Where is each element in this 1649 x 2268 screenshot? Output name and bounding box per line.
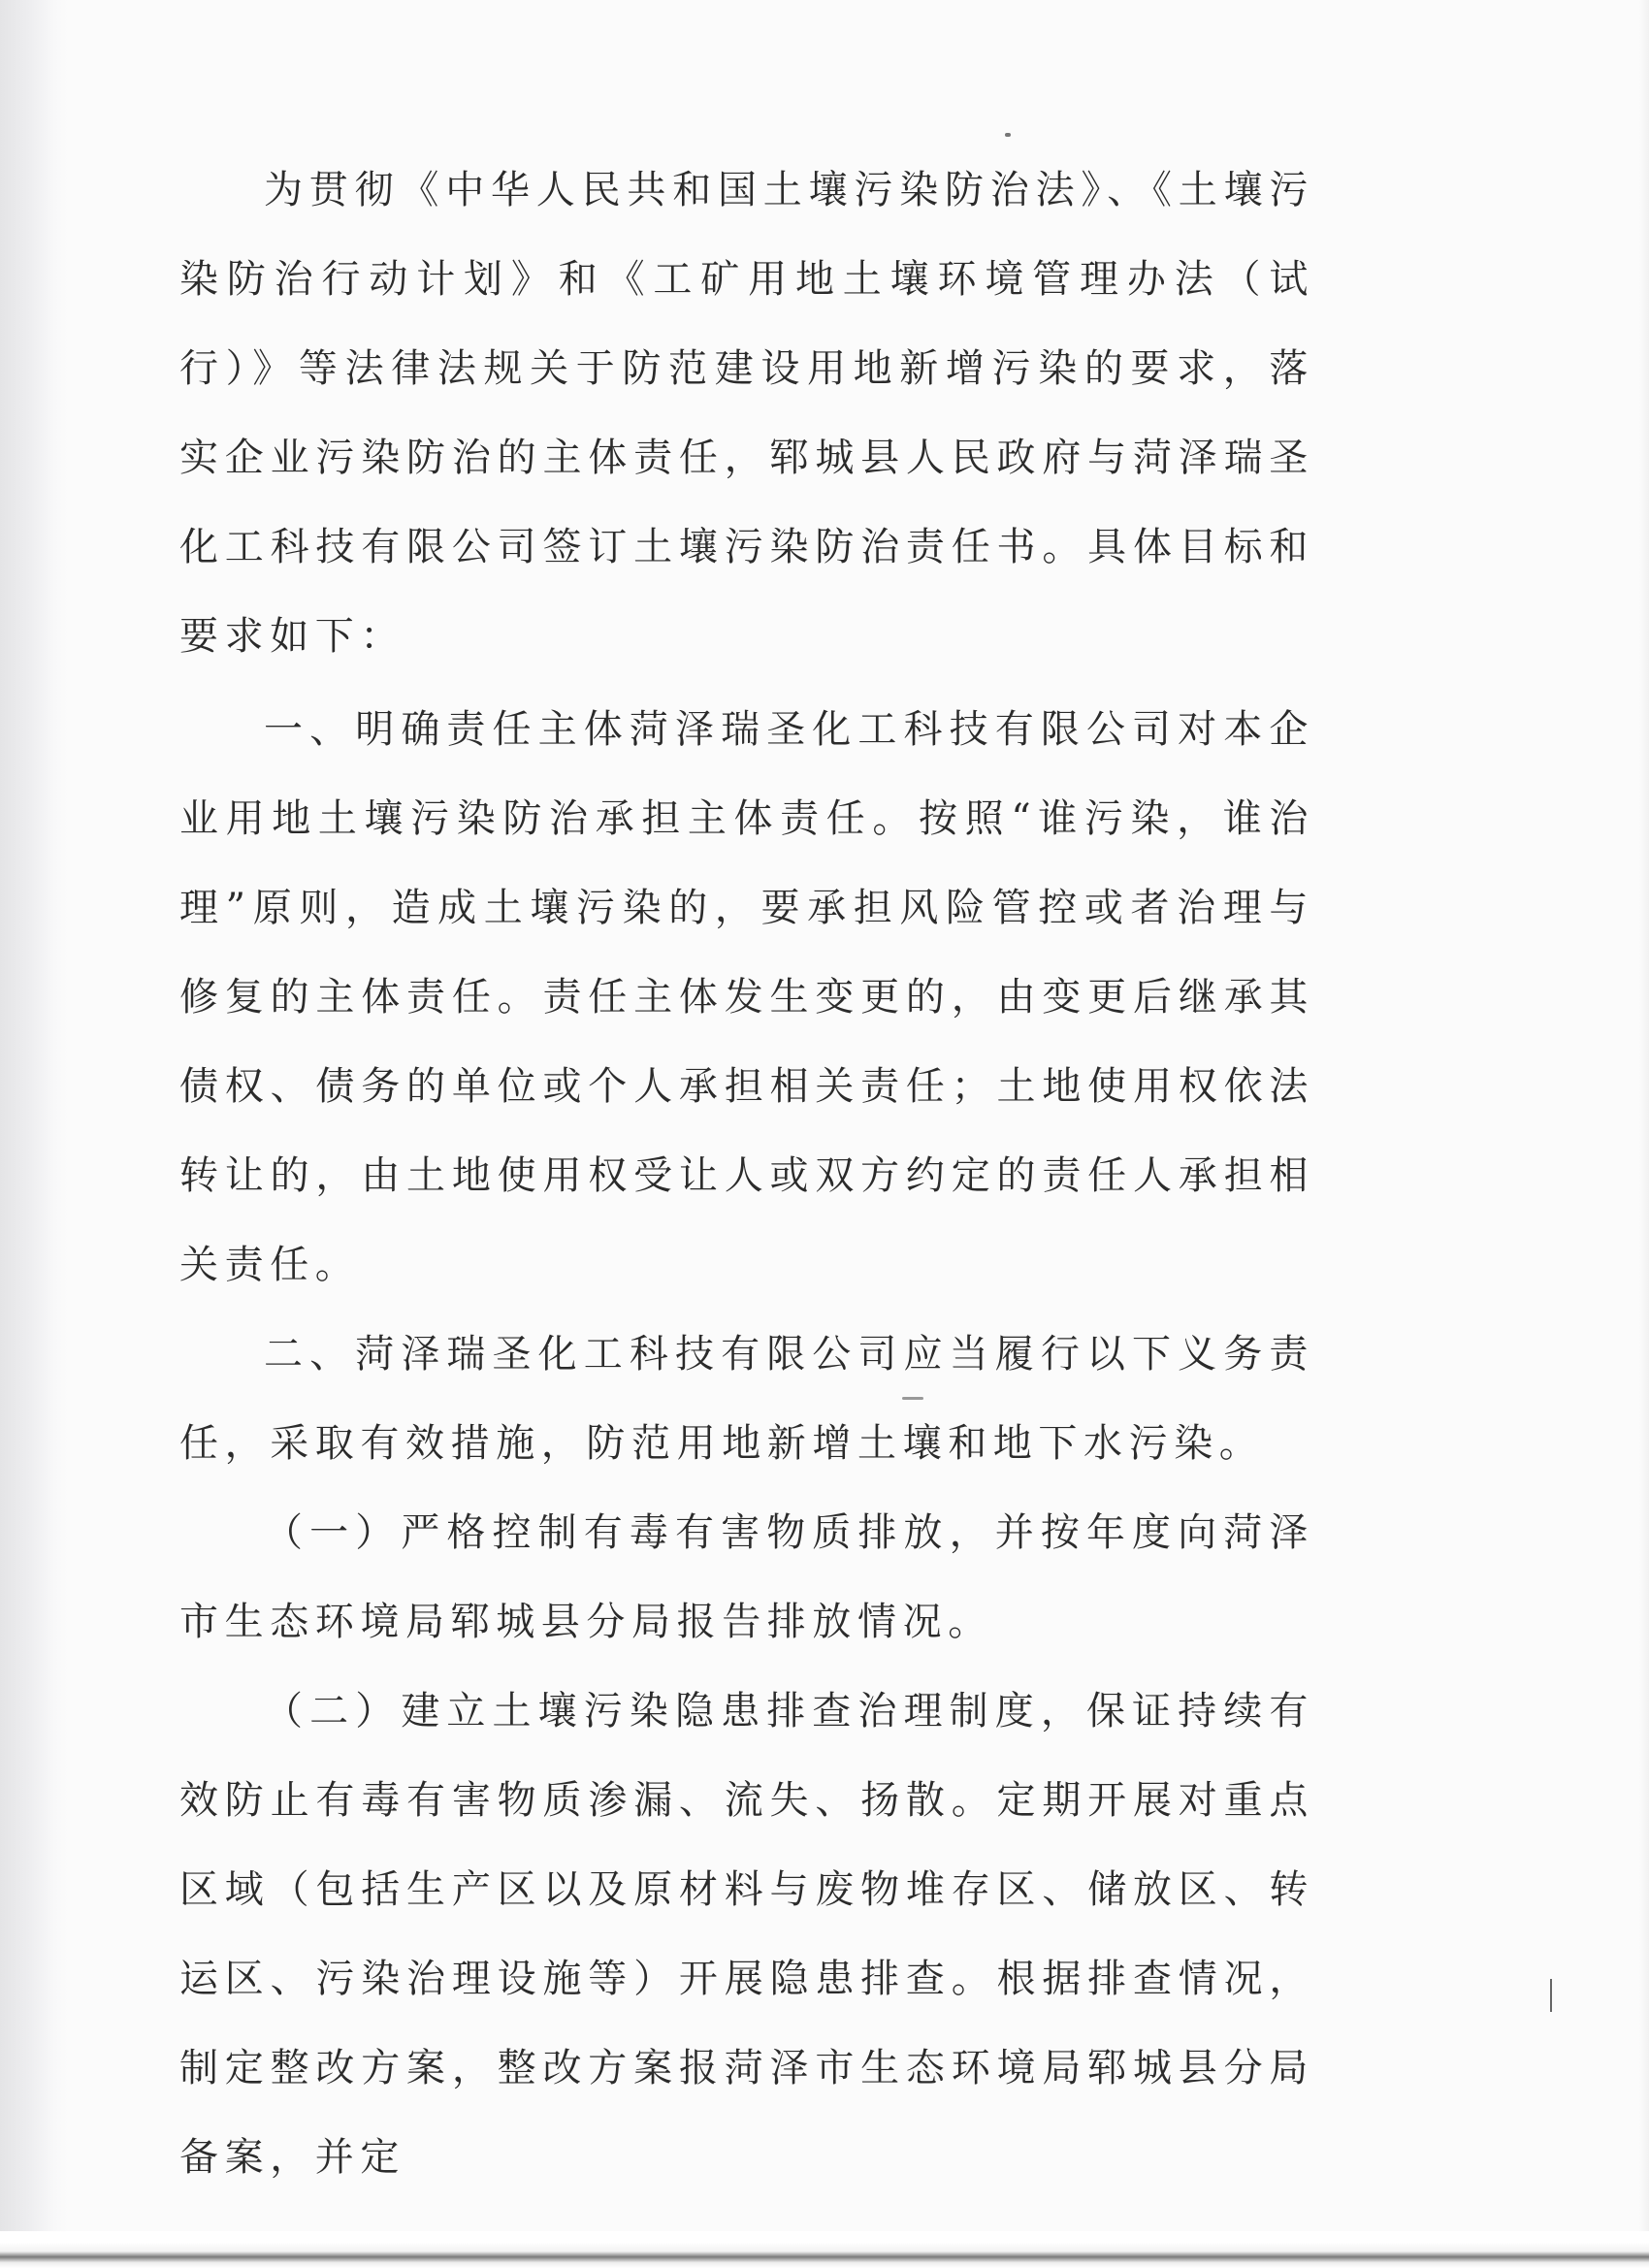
paragraph-item-1: （一）严格控制有毒有害物质排放，并按年度向菏泽市生态环境局郓城县分局报告排放情况。 xyxy=(179,1510,1314,1644)
scan-shadow-left xyxy=(0,0,68,2268)
scan-mark xyxy=(1550,1979,1552,2012)
document-body xyxy=(179,146,1314,2202)
scan-speck xyxy=(1005,133,1011,137)
scan-edge-bottom xyxy=(0,2231,1649,2268)
paragraph-section-2: 二、菏泽瑞圣化工科技有限公司应当履行以下义务责任，采取有效措施，防范用地新增土壤和地下水污染。 xyxy=(179,1332,1314,1466)
paragraph-intro: 为贯彻《中华人民共和国土壤污染防治法》、《土壤污染防治行动计划》和《工矿用地土壤环境管理办法（试行）》等法律法规关于防范建设用地新增污染的要求，落实企业污染防治的主体责任，郓城县人民政府与菏泽瑞圣化工科技有限公司签订土壤污染防治责任书。具体目标和要求如下： xyxy=(179,168,1314,659)
paragraph-section-1: 一、明确责任主体菏泽瑞圣化工科技有限公司对本企业用地土壤污染防治承担主体责任。按照“谁污染，谁治理”原则，造成土壤污染的，要承担风险管控或者治理与修复的主体责任。责任主体发生变更的，由变更后继承其债权、债务的单位或个人承担相关责任；土地使用权依法转让的，由土地使用权受让人或双方约定的责任人承担相关责任。 xyxy=(179,707,1314,1287)
scan-shadow-right xyxy=(1639,0,1649,2268)
paragraph-item-2: （二）建立土壤污染隐患排查治理制度，保证持续有效防止有毒有害物质渗漏、流失、扬散。定期开展对重点区域（包括生产区以及原材料与废物堆存区、储放区、转运区、污染治理设施等）开展隐患排查。根据排查情况，制定整改方案，整改方案报菏泽市生态环境局郓城县分局备案，并定 xyxy=(179,1689,1314,2180)
